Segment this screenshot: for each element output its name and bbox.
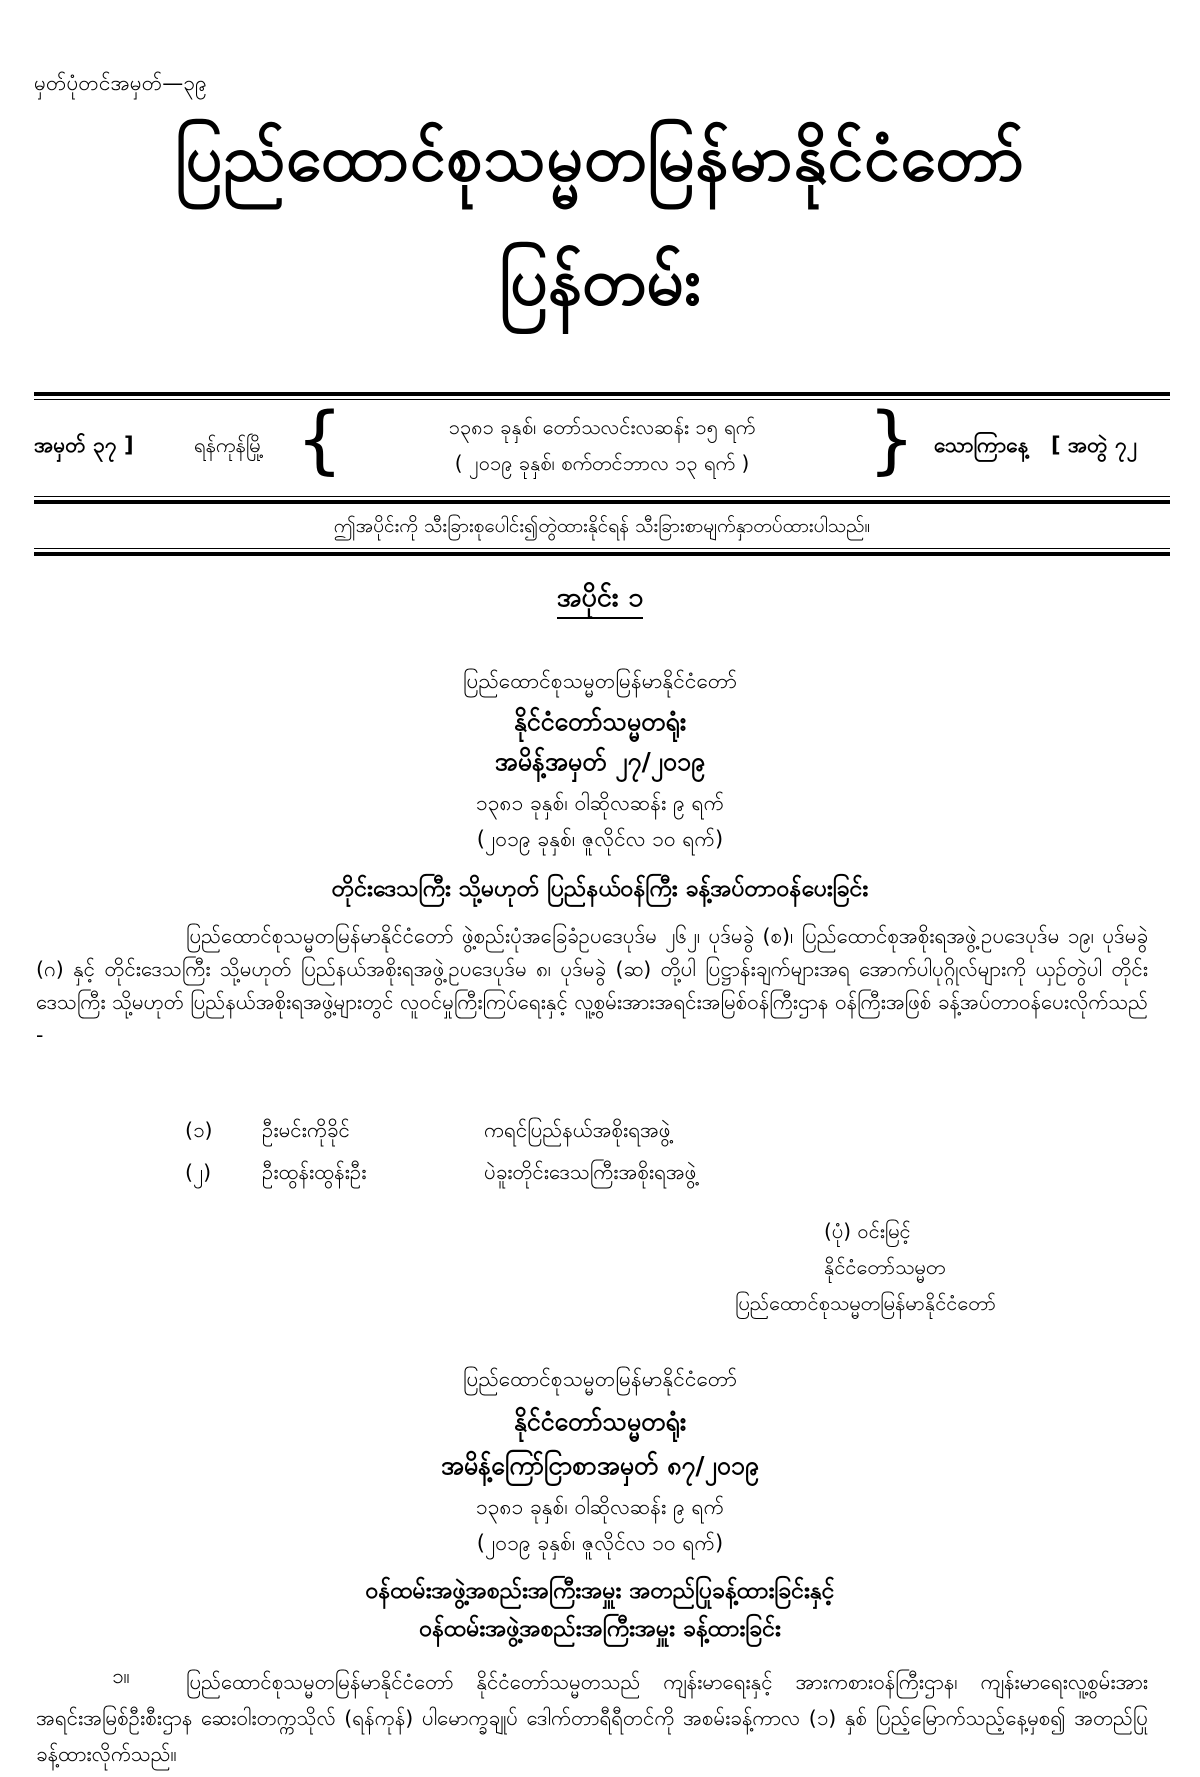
top-rule-thin (34, 399, 1170, 400)
issue-info-row (34, 397, 1170, 484)
mid-rule-thin (34, 496, 1170, 497)
brace-open: { (296, 397, 344, 483)
order1-item2-num: (၂) (185, 1160, 212, 1184)
issue-number: အမှတ် ၃၇ ] (34, 433, 134, 457)
order2-date-gregorian: (၂၀၁၉ ခုနှစ်၊ ဇူလိုင်လ ၁၀ ရက်) (476, 1531, 724, 1555)
part-title-text: အပိုင်း ၁ (557, 582, 644, 619)
order2-subject-line1: ဝန်ထမ်းအဖွဲ့အစည်းအကြီးအမှူး အတည်ပြုခန့်ထားခြင်းနှင့် (365, 1578, 835, 1604)
order1-subject: တိုင်းဒေသကြီး သို့မဟုတ် ပြည်နယ်ဝန်ကြီး ခန့်အပ်တာဝန်ပေးခြင်း (331, 876, 869, 902)
note-rule-thin (34, 548, 1170, 549)
order1-date-gregorian: (၂၀၁၉ ခုနှစ်၊ ဇူလိုင်လ ၁၀ ရက်) (476, 827, 724, 851)
registration-number: မှတ်ပုံတင်အမှတ်—၃၉ (34, 71, 207, 95)
gazette-subtitle: ပြန်တမ်း (499, 243, 701, 320)
order2-body: ပြည်ထောင်စုသမ္မတမြန်မာနိုင်ငံတော် နိုင်ငံတော်သမ္မတသည် ကျန်းမာရေးနှင့် အားကစားဝန်ကြီးဌာန၊ ကျန်းမာရေးလူ့စွမ်းအားအရင်းအမြစ်ဦးစီးဌာန ဆေးဝါးတက္ကသိုလ် (ရန်ကုန်) ပါမောက္ခချုပ် ဒေါက်တာရီရီတင်ကို အစမ်းခန့်ကာလ (၁) နှစ် ပြည့်မြောက်သည့်နေ့မှစ၍ အတည်ပြုခန့်ထားလိုက်သည်။ (36, 1670, 1148, 1766)
order1-date-myanmar: ၁၃၈၁ ခုနှစ်၊ ဝါဆိုလဆန်း ၉ ရက် (475, 791, 725, 815)
order1-signature-name: (ပုံ) ဝင်းမြင့် (824, 1219, 911, 1243)
order1-number: အမိန့်အမှတ် ၂၇/၂၀၁၉ (494, 747, 706, 776)
order2-office: နိုင်ငံတော်သမ္မတရုံး (513, 1407, 687, 1436)
part-title (0, 580, 1200, 620)
order2-org: ပြည်ထောင်စုသမ္မတမြန်မာနိုင်ငံတော် (462, 1367, 737, 1391)
order2-number: အမိန့်ကြော်ငြာစာအမှတ် ၈၇/၂၀၁၉ (440, 1451, 760, 1480)
order1-item1-place: ကရင်ပြည်နယ်အစိုးရအဖွဲ့ (484, 1118, 671, 1142)
issue-city: ရန်ကုန်မြို့ (194, 433, 264, 457)
order1-signature-org: ပြည်ထောင်စုသမ္မတမြန်မာနိုင်ငံတော် (735, 1291, 996, 1315)
issue-volume: [ အတွဲ ၇၂ (1051, 433, 1138, 457)
note-rule-thick (34, 552, 1170, 556)
issue-date-gregorian: ( ၂၀၁၉ ခုနှစ်၊ စက်တင်ဘာလ ၁၃ ရက် ) (454, 451, 750, 475)
order1-org: ပြည်ထောင်စုသမ္မတမြန်မာနိုင်ငံတော် (462, 669, 737, 693)
order2-date-myanmar: ၁၃၈၁ ခုနှစ်၊ ဝါဆိုလဆန်း ၉ ရက် (475, 1495, 725, 1519)
brace-close: } (868, 397, 916, 483)
order1-body: ပြည်ထောင်စုသမ္မတမြန်မာနိုင်ငံတော် ဖွဲ့စည်းပုံအခြေခံဥပဒေပုဒ်မ ၂၆၂၊ ပုဒ်မခွဲ (စ)၊ ပြည်ထောင်စုအစိုးရအဖွဲ့ဥပဒေပုဒ်မ ၁၉၊ ပုဒ်မခွဲ (ဂ) နှင့် တိုင်းဒေသကြီး သို့မဟုတ် ပြည်နယ်အစိုးရအဖွဲ့ဥပဒေပုဒ်မ ၈၊ ပုဒ်မခွဲ (ဆ) တို့ပါ ပြဋ္ဌာန်းချက်များအရ အောက်ပါပုဂ္ဂိုလ်များကို ယှဉ်တွဲပါ တိုင်းဒေသကြီး သို့မဟုတ် ပြည်နယ်အစိုးရအဖွဲ့များတွင် လူဝင်မှုကြီးကြပ်ရေးနှင့် လူ့စွမ်းအားအရင်းအမြစ်ဝန်ကြီးဌာန ဝန်ကြီးအဖြစ် ခန့်အပ်တာဝန်ပေးလိုက်သည် - (36, 924, 1148, 1047)
issue-date-myanmar: ၁၃၈၁ ခုနှစ်၊ တော်သလင်းလဆန်း ၁၅ ရက် (448, 415, 756, 439)
order2-subject-line2: ဝန်ထမ်းအဖွဲ့အစည်းအကြီးအမှူး ခန့်ထားခြင်း (419, 1616, 781, 1642)
order1-item2-place: ပဲခူးတိုင်းဒေသကြီးအစိုးရအဖွဲ့ (484, 1160, 697, 1184)
gazette-title: ပြည်ထောင်စုသမ္မတမြန်မာနိုင်ငံတော် (174, 122, 1026, 196)
mid-rule-thick (34, 500, 1170, 504)
order1-office: နိုင်ငံတော်သမ္မတရုံး (513, 707, 687, 736)
separate-page-note: ဤအပိုင်းကို သီးခြားစုပေါင်း၍တွဲထားနိုင်ရန် သီးခြားစာမျက်နှာတပ်ထားပါသည်။ (333, 515, 871, 537)
issue-day: သောကြာနေ့ (934, 433, 1029, 457)
order1-item2-name: ဦးထွန်းထွန်းဦး (262, 1160, 367, 1184)
order2-para-number: ၁။ (112, 1664, 130, 1688)
order1-signature-title: နိုင်ငံတော်သမ္မတ (824, 1255, 946, 1279)
order1-item1-num: (၁) (185, 1118, 213, 1142)
top-rule-thick (34, 392, 1170, 396)
order1-item1-name: ဦးမင်းကိုခိုင် (262, 1118, 350, 1142)
